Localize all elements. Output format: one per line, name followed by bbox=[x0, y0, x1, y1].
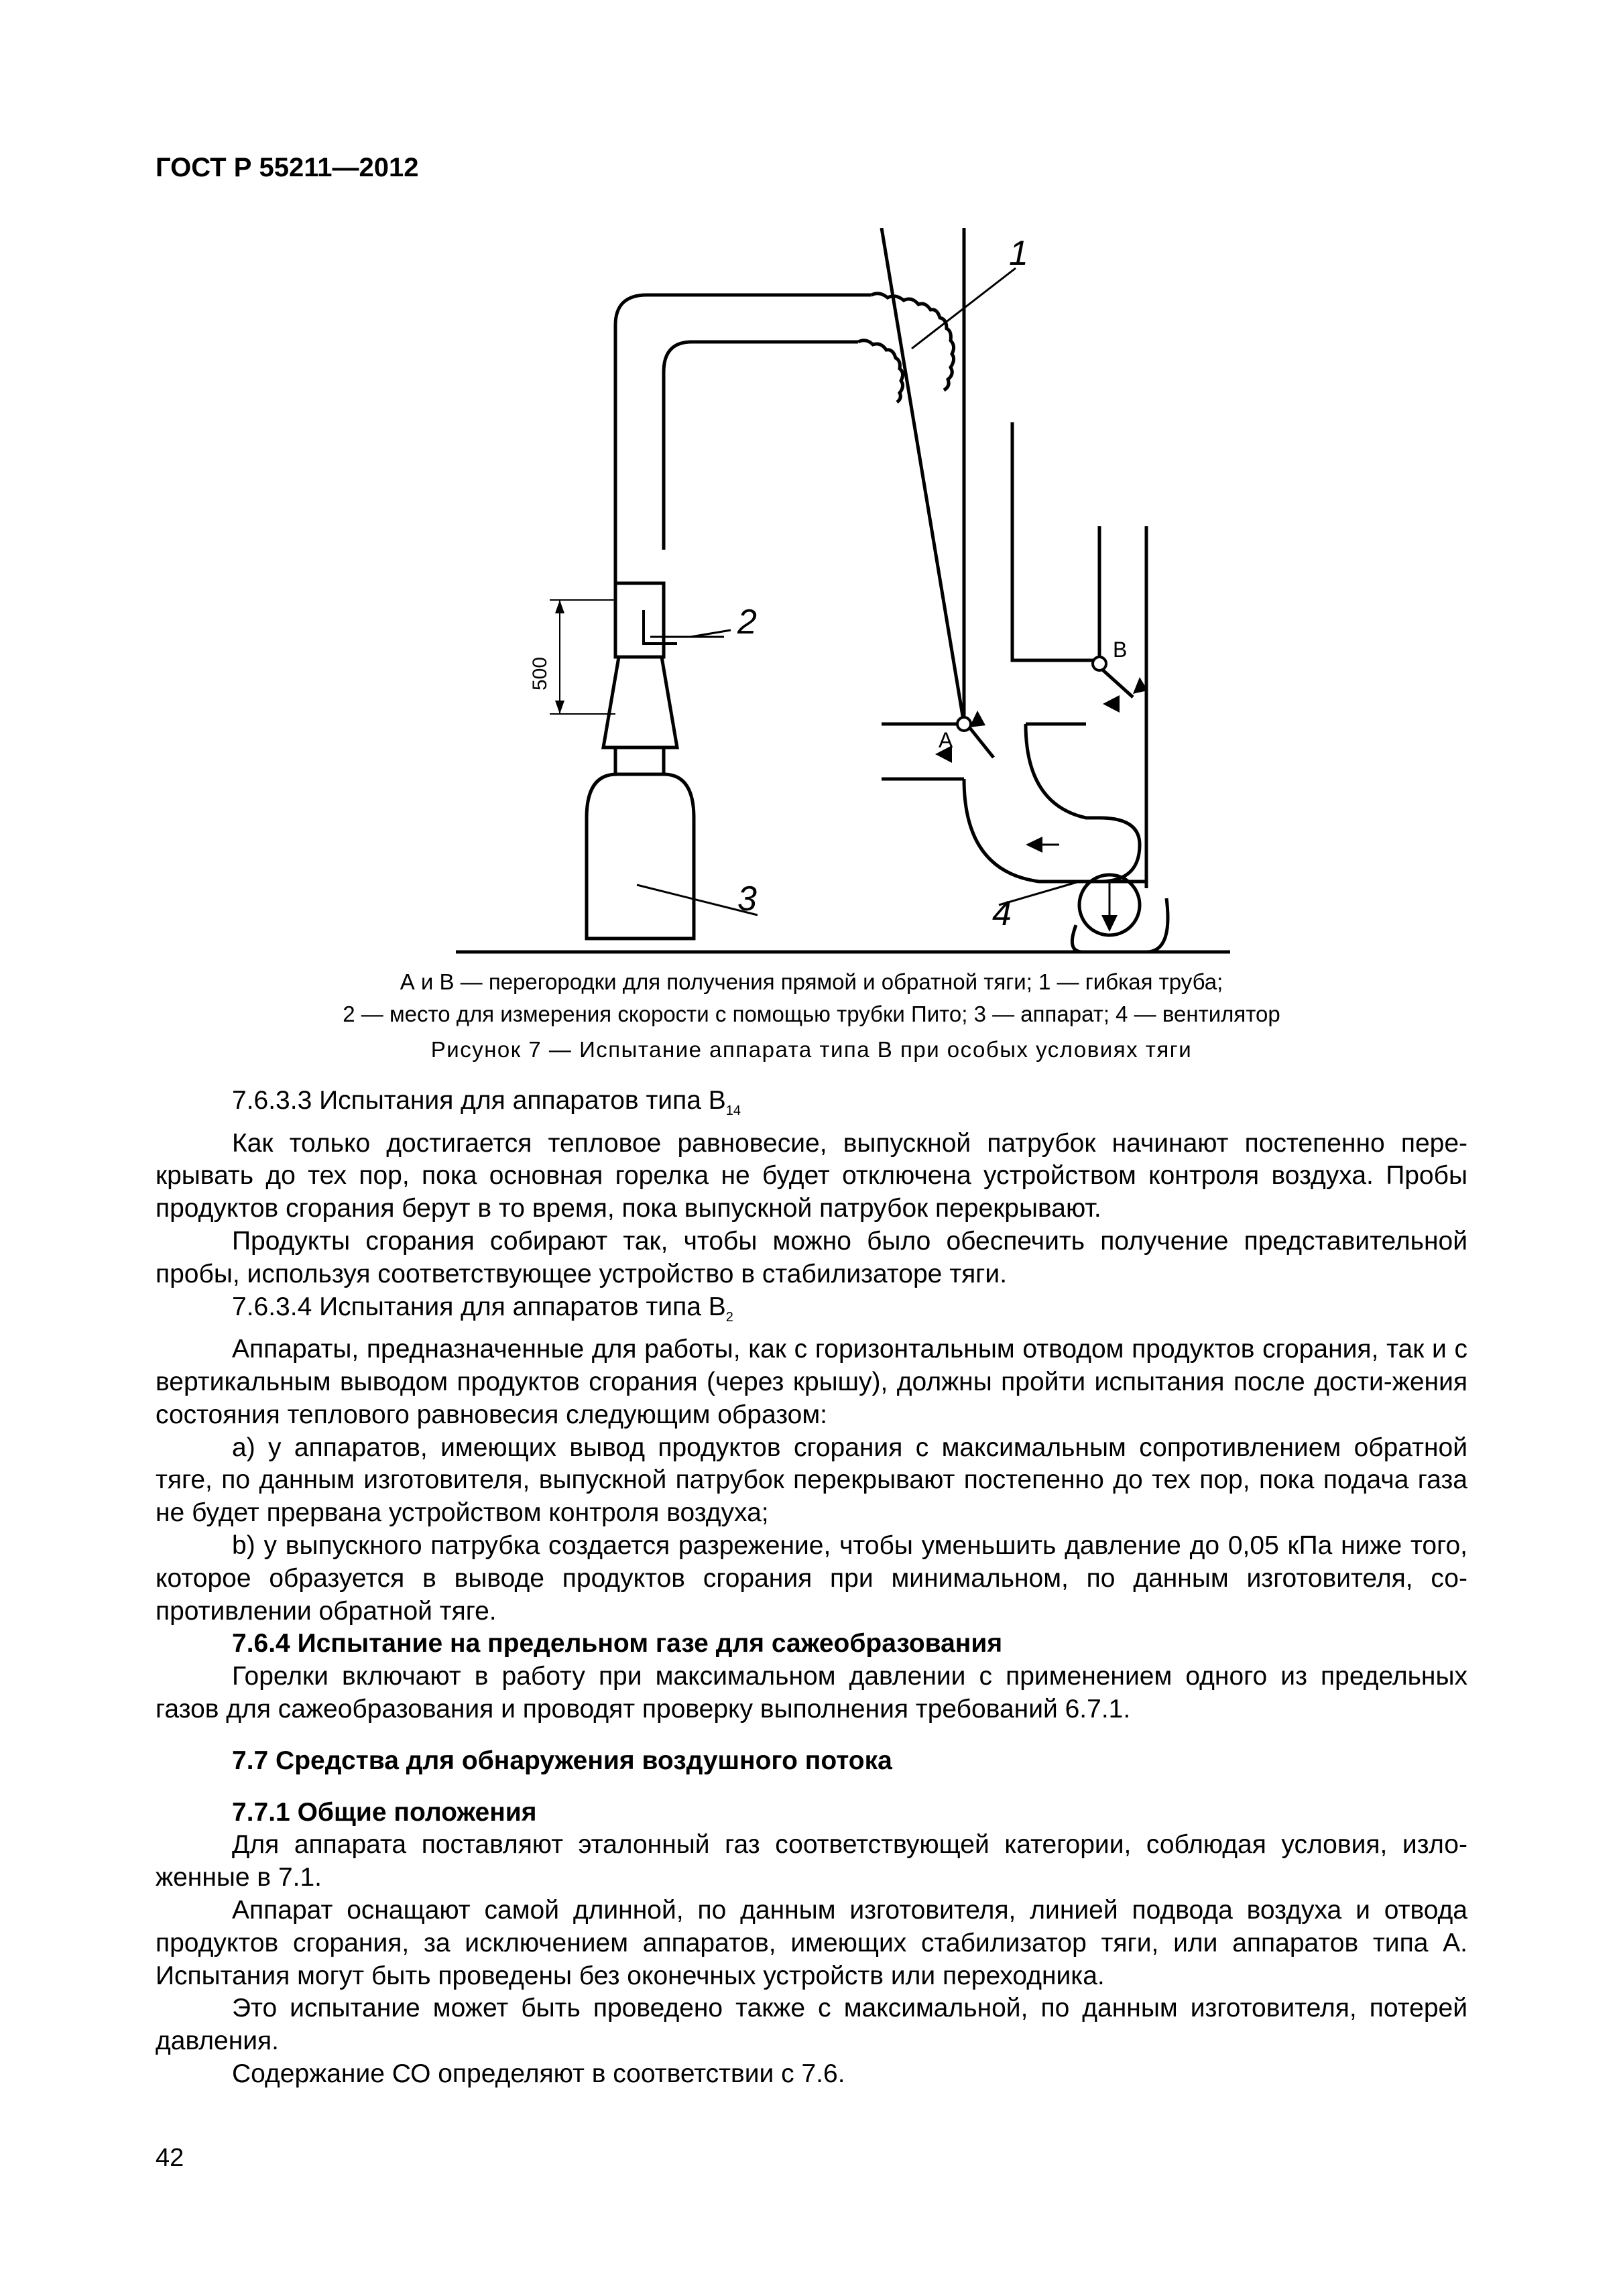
document-header: ГОСТ Р 55211—2012 bbox=[156, 153, 419, 182]
dim-arrow-bottom bbox=[555, 701, 564, 714]
paragraph: Аппарат оснащают самой длинной, по данным изготовителя, линией подвода воздуха и отвода продуктов сгорания, за исключением аппаратов, имеющих стабилизатор тяги, или аппаратов типа А. Испытания могут быть проведены без оконечных устройств или переходника. bbox=[156, 1895, 1467, 1990]
flexible-pipe-inner bbox=[858, 341, 903, 402]
figure-legend-line-2: 2 — место для измерения скорости с помощью трубки Пито; 3 — аппарат; 4 — вентилятор bbox=[343, 1002, 1280, 1026]
callout-1: 1 bbox=[1009, 234, 1028, 273]
paragraph: Продукты сгорания собирают так, чтобы можно было обеспечить получение представительной пробы, используя соответствующее устройство в стабилизаторе тяги. bbox=[156, 1226, 1467, 1288]
paragraph: Это испытание может быть проведено также с максимальной, по данным изготовителя, потерей давления. bbox=[156, 1994, 1467, 2056]
fan-casing bbox=[964, 724, 1146, 882]
paragraph: Горелки включают в работу при максимальном давлении с применением одного из предельных газов для сажеобразования и проводят проверку выполнения требований 6.7.1. bbox=[156, 1662, 1467, 1724]
label-b: B bbox=[1113, 638, 1128, 662]
section-7-6-3-4-heading: 7.6.3.4 Испытания для аппаратов типа $B_2$ bbox=[232, 1292, 733, 1325]
section-7-7-heading: 7.7 Средства для обнаружения воздушного потока bbox=[232, 1746, 892, 1775]
document-body bbox=[156, 1085, 1467, 2091]
arrowhead-a-up bbox=[969, 711, 985, 727]
partition-b bbox=[1099, 667, 1133, 697]
dimension-label: 500 bbox=[529, 656, 551, 690]
section-7-6-3-3-heading: 7.6.3.3 Испытания для аппаратов типа $B_{14}$ bbox=[232, 1086, 741, 1118]
subscript-14: 14 bbox=[725, 1103, 741, 1118]
pitot-tube bbox=[644, 610, 677, 644]
paragraph: Аппараты, предназначенные для работы, как с горизонтальным отводом продуктов сгорания, так и с вертикальным выводом продуктов сгорания (через крышу), должны пройти испытания после дости-жения состояния теплового равновесия следующим образом: bbox=[156, 1335, 1467, 1429]
arrowhead-fan bbox=[1026, 837, 1042, 853]
draught-hood-neck bbox=[615, 583, 664, 657]
flue-outer-wall bbox=[615, 295, 871, 583]
apparatus-connector bbox=[615, 747, 664, 774]
figure-legend-line-1: А и В — перегородки для получения прямой и обратной тяги; 1 — гибкая труба; bbox=[400, 969, 1223, 994]
section-7-7-1-heading: 7.7.1 Общие положения bbox=[232, 1797, 537, 1827]
paragraph: Содержание СО определяют в соответствии с 7.6. bbox=[232, 2059, 845, 2088]
pivot-b bbox=[1093, 657, 1106, 670]
list-item-a: a) у аппаратов, имеющих вывод продуктов сгорания с максимальным сопротивлением обратной тяге, по данным изготовителя, выпускной патрубок перекрывают постепенно до тех пор, пока подача газа не будет прервана устройством контроля воздуха; bbox=[156, 1433, 1467, 1528]
arrowhead-rotor bbox=[1101, 915, 1118, 932]
pivot-a bbox=[957, 717, 971, 731]
paragraph: Как только достигается тепловое равновесие, выпускной патрубок начинают постепенно пере-крывать до тех пор, пока основная горелка не будет отключена устройством контроля воздуха. Пробы продуктов сгорания берут в то время, пока выпускной патрубок перекрывают. bbox=[156, 1128, 1467, 1223]
callout-3: 3 bbox=[737, 880, 757, 918]
draught-diverter bbox=[603, 657, 677, 747]
flexible-pipe-outer bbox=[871, 294, 954, 390]
page-number: 42 bbox=[156, 2144, 184, 2172]
callout-4: 4 bbox=[992, 894, 1012, 933]
subscript-2: 2 bbox=[725, 1309, 733, 1325]
section-7-6-4-heading: 7.6.4 Испытание на предельном газе для сажеобразования bbox=[232, 1629, 1003, 1658]
pipe-outer-vertical bbox=[1012, 422, 1099, 660]
apparatus-body bbox=[587, 774, 694, 939]
list-item-b: b) у выпускного патрубка создается разрежение, чтобы уменьшить давление до 0,05 кПа ниже того, которое образуется в выводе продуктов сгорания при минимальном, по данным изготовителя, со-противлении обратной тяге. bbox=[156, 1530, 1467, 1626]
flue-inner-wall bbox=[664, 342, 858, 550]
paragraph: Для аппарата поставляют эталонный газ соответствующей категории, соблюдая условия, изло-женные в 7.1. bbox=[156, 1830, 1467, 1892]
callout-2: 2 bbox=[737, 603, 757, 642]
label-a: A bbox=[939, 728, 953, 752]
arrowhead-b-left bbox=[1103, 695, 1120, 713]
figure-title: Рисунок 7 — Испытание аппарата типа В при особых условиях тяги bbox=[430, 1037, 1193, 1062]
dim-arrow-top bbox=[555, 600, 564, 613]
figure-7-diagram bbox=[442, 228, 1247, 965]
